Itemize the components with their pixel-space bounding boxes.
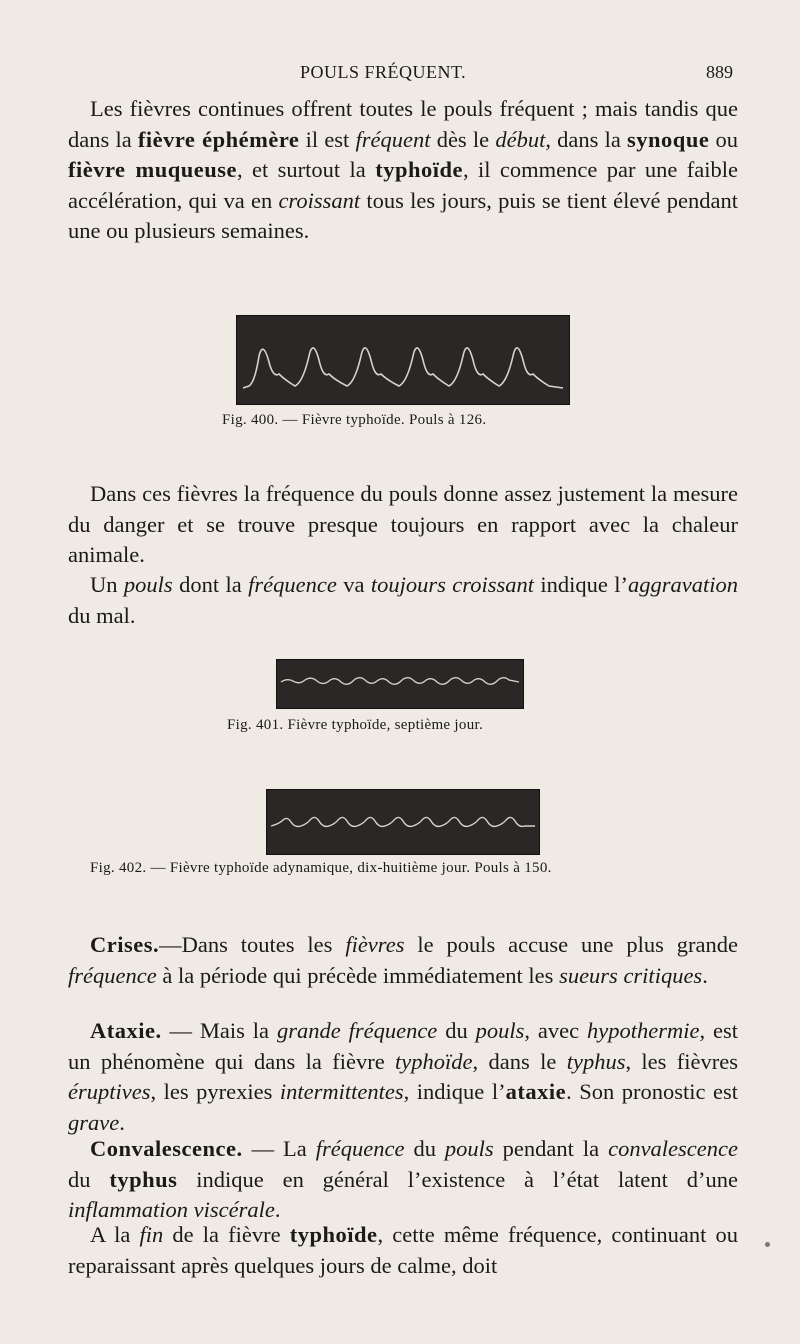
pulse-tracing-fig-401 [276, 659, 524, 709]
heading-convalescence: Convalescence. [90, 1136, 243, 1161]
paragraph-fin-typhoide: A la fin de la fièvre typhoïde, cette même fréquence, continuant ou reparaissant après quelques jours de calme, doit [68, 1222, 739, 1278]
paragraph-crises: Crises.—Dans toutes les fièvres le pouls accuse une plus grande fréquence à la période qui précède immédiatement les sueurs critiques. [68, 932, 738, 988]
heading-ataxie: Ataxie. [90, 1018, 162, 1043]
term-typhoide-final: typhoïde [289, 1222, 378, 1247]
pulse-tracing-fig-400 [236, 315, 570, 405]
term-ataxie: ataxie [505, 1079, 567, 1104]
heading-crises: Crises. [90, 932, 160, 957]
term-fievre-ephemere: fièvre éphémère [137, 126, 300, 152]
figure-caption-402: Fig. 402. — Fièvre typhoïde adynamique, dix-huitième jour. Pouls à 150. [90, 860, 552, 876]
paragraph-ataxie: Ataxie. — Mais la grande fréquence du pouls, avec hypothermie, est un phénomène qui dans la fièvre typhoïde, dans le typhus, les fièvres éruptives, les pyrexies intermittentes, indique l’ataxie. Son pronostic est grave. [68, 1018, 739, 1135]
running-title: POULS FRÉQUENT. [300, 62, 467, 82]
term-synoque: synoque [627, 126, 710, 152]
paragraph-danger: Dans ces fièvres la fréquence du pouls donne assez justement la mesure du danger et se trouve presque toujours en rapport avec la chaleur animale. [68, 481, 738, 567]
ink-speck [765, 1242, 770, 1247]
term-typhoide: typhoïde [375, 157, 463, 182]
paragraph-fevres-continues: Les fièvres continues offrent toutes le pouls fréquent ; mais tandis que dans la fièvre éphémère il est fréquent dès le début, dans la synoque ou fièvre muqueuse, et surtout la typhoïde, il commence par une faible accélération, qui va en croissant tous les jours, puis se tient élevé pendant une ou plusieurs semaines. [68, 96, 739, 243]
page-number: 889 [706, 62, 733, 82]
paragraph-convalescence: Convalescence. — La fréquence du pouls pendant la convalescence du typhus indique en général l’existence à l’état latent d’une inflammation viscérale. [68, 1136, 739, 1222]
term-typhus: typhus [109, 1166, 178, 1192]
paragraph-aggravation: Un pouls dont la fréquence va toujours croissant indique l’aggravation du mal. [68, 572, 739, 628]
pulse-tracing-fig-402 [266, 789, 540, 855]
running-head [0, 62, 800, 84]
term-fievre-muqueuse: fièvre muqueuse [68, 157, 237, 182]
figure-caption-400: Fig. 400. — Fièvre typhoïde. Pouls à 126. [222, 412, 487, 428]
figure-caption-401: Fig. 401. Fièvre typhoïde, septième jour. [227, 717, 484, 733]
